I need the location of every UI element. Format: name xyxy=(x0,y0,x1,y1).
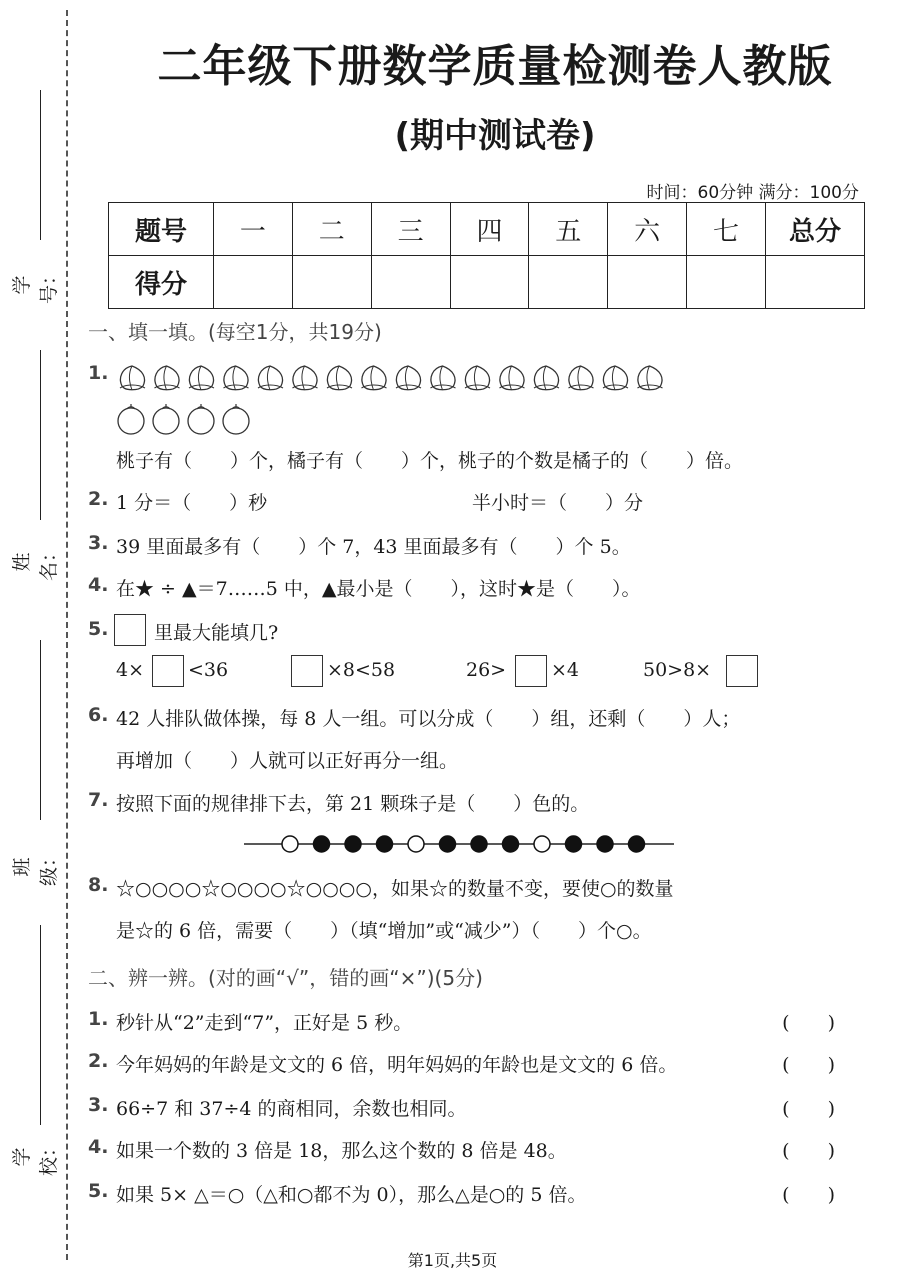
school-label: 学校： xyxy=(11,1138,60,1177)
q5-expr4-left: 50>8× xyxy=(643,659,712,681)
score-cell[interactable] xyxy=(214,256,293,309)
score-cell-header: 三 xyxy=(371,203,450,256)
score-table xyxy=(108,202,865,309)
judge-item-number: 2. xyxy=(88,1050,109,1072)
judge-item-text: 66÷7 和 37÷4 的商相同，余数也相同。 xyxy=(116,1098,467,1120)
page-footer: 第1页,共5页 xyxy=(407,1251,498,1270)
black-bead xyxy=(440,836,456,852)
q5-text: 里最大能填几? xyxy=(154,622,279,644)
judge-item-text: 如果 5× △＝○（△和○都不为 0），那么△是○的 5 倍。 xyxy=(116,1184,587,1206)
orange-icon xyxy=(188,404,214,434)
student-id-label: 学号： xyxy=(11,266,60,305)
q7-text: 按照下面的规律排下去，第 21 颗珠子是（ ）色的。 xyxy=(116,793,590,815)
score-cell[interactable] xyxy=(529,256,608,309)
answer-box[interactable] xyxy=(291,655,323,687)
peach-icon xyxy=(189,366,214,390)
peach-icon xyxy=(258,366,283,390)
q6-number: 6. xyxy=(88,704,109,726)
section2-title: 二、辨一辨。(对的画“√”，错的画“×”)(5分) xyxy=(88,966,483,990)
q2-number: 2. xyxy=(88,488,109,510)
q5-number: 5. xyxy=(88,618,109,640)
answer-box[interactable] xyxy=(726,655,758,687)
white-bead xyxy=(282,836,298,852)
score-table-header-row xyxy=(109,203,865,256)
section1-title: 一、填一填。(每空1分，共19分) xyxy=(88,320,382,344)
score-cell-header: 总分 xyxy=(766,203,865,256)
orange-icon xyxy=(223,404,249,434)
q6-line1: 42 人排队做体操，每 8 人一组。可以分成（ ）组，还剩（ ）人； xyxy=(116,708,741,730)
q4-number: 4. xyxy=(88,574,109,596)
peach-row xyxy=(116,362,676,394)
judge-answer-paren[interactable]: ( ) xyxy=(782,1140,835,1162)
peach-icon xyxy=(362,366,387,390)
answer-box[interactable] xyxy=(152,655,184,687)
score-table-score-row xyxy=(109,256,865,309)
judge-item-text: 如果一个数的 3 倍是 18，那么这个数的 8 倍是 48。 xyxy=(116,1140,567,1162)
q5-expr3-right: ×4 xyxy=(551,659,580,681)
black-bead xyxy=(377,836,393,852)
q8-line1: ☆○○○○☆○○○○☆○○○○，如果☆的数量不变，要使○的数量 xyxy=(116,878,674,900)
q2-part-a: 1 分＝（ ）秒 xyxy=(116,492,268,514)
q8-line2: 是☆的 6 倍，需要（ ）（填“增加”或“减少”）（ ）个○。 xyxy=(116,920,652,942)
q3-number: 3. xyxy=(88,532,109,554)
q8-number: 8. xyxy=(88,874,109,896)
answer-box[interactable] xyxy=(114,614,146,646)
peach-icon xyxy=(603,366,628,390)
judge-item-number: 1. xyxy=(88,1008,109,1030)
student-id-line xyxy=(40,90,41,240)
school-line xyxy=(40,925,41,1125)
peach-icon xyxy=(431,366,456,390)
name-line xyxy=(40,350,41,520)
black-bead xyxy=(345,836,361,852)
bead-string xyxy=(244,830,674,858)
peach-icon xyxy=(224,366,249,390)
score-cell[interactable] xyxy=(371,256,450,309)
score-cell-header: 一 xyxy=(214,203,293,256)
judge-item-text: 今年妈妈的年龄是文文的 6 倍，明年妈妈的年龄也是文文的 6 倍。 xyxy=(116,1054,678,1076)
orange-icon xyxy=(118,404,144,434)
judge-item-number: 3. xyxy=(88,1094,109,1116)
peach-icon xyxy=(500,366,525,390)
q3-text: 39 里面最多有（ ）个 7，43 里面最多有（ ）个 5。 xyxy=(116,536,631,558)
class-line xyxy=(40,640,41,820)
peach-icon xyxy=(396,366,421,390)
judge-item-number: 5. xyxy=(88,1180,109,1202)
q1-text: 桃子有（ ）个，橘子有（ ）个，桃子的个数是橘子的（ ）倍。 xyxy=(116,450,744,472)
page-title: 二年级下册数学质量检测卷人教版 xyxy=(157,41,833,92)
black-bead xyxy=(314,836,330,852)
black-bead xyxy=(566,836,582,852)
class-label: 班级： xyxy=(11,848,60,887)
white-bead xyxy=(408,836,424,852)
score-cell-header: 六 xyxy=(608,203,687,256)
score-cell[interactable] xyxy=(450,256,529,309)
score-cell-header: 五 xyxy=(529,203,608,256)
q5-expr3-left: 26> xyxy=(466,659,507,681)
q1-number: 1. xyxy=(88,362,109,384)
time-info: 时间：60分钟 满分：100分 xyxy=(646,183,859,203)
q7-number: 7. xyxy=(88,789,109,811)
peach-icon xyxy=(569,366,594,390)
black-bead xyxy=(471,836,487,852)
score-row-label: 得分 xyxy=(109,256,214,309)
judge-answer-paren[interactable]: ( ) xyxy=(782,1184,835,1206)
q5-expr2-right: ×8<58 xyxy=(327,659,396,681)
binding-dashed-line xyxy=(66,10,68,1260)
score-cell[interactable] xyxy=(687,256,766,309)
peach-icon xyxy=(293,366,318,390)
white-bead xyxy=(534,836,550,852)
q6-line2: 再增加（ ）人就可以正好再分一组。 xyxy=(116,750,459,772)
name-label: 姓名： xyxy=(11,543,60,582)
score-cell-header: 题号 xyxy=(109,203,214,256)
q2-part-b: 半小时＝（ ）分 xyxy=(472,492,644,514)
score-cell-header: 四 xyxy=(450,203,529,256)
black-bead xyxy=(629,836,645,852)
black-bead xyxy=(503,836,519,852)
judge-item-text: 秒针从“2”走到“7”，正好是 5 秒。 xyxy=(116,1012,413,1034)
score-cell[interactable] xyxy=(608,256,687,309)
q5-expr1-right: <36 xyxy=(188,659,229,681)
judge-answer-paren[interactable]: ( ) xyxy=(782,1098,835,1120)
score-cell-header: 七 xyxy=(687,203,766,256)
judge-answer-paren[interactable]: ( ) xyxy=(782,1012,835,1034)
peach-icon xyxy=(534,366,559,390)
peach-icon xyxy=(638,366,663,390)
orange-row xyxy=(116,402,266,436)
peach-icon xyxy=(465,366,490,390)
peach-icon xyxy=(120,366,145,390)
orange-icon xyxy=(153,404,179,434)
q5-expr1-left: 4× xyxy=(116,659,145,681)
peach-icon xyxy=(327,366,352,390)
answer-box[interactable] xyxy=(515,655,547,687)
black-bead xyxy=(597,836,613,852)
score-cell[interactable] xyxy=(766,256,865,309)
peach-icon xyxy=(155,366,180,390)
page-subtitle: (期中测试卷) xyxy=(394,116,596,156)
q4-text: 在★ ÷ ▲＝7……5 中，▲最小是（ ），这时★是（ ）。 xyxy=(116,578,641,600)
judge-item-number: 4. xyxy=(88,1136,109,1158)
score-cell-header: 二 xyxy=(292,203,371,256)
judge-answer-paren[interactable]: ( ) xyxy=(782,1054,835,1076)
score-cell[interactable] xyxy=(292,256,371,309)
